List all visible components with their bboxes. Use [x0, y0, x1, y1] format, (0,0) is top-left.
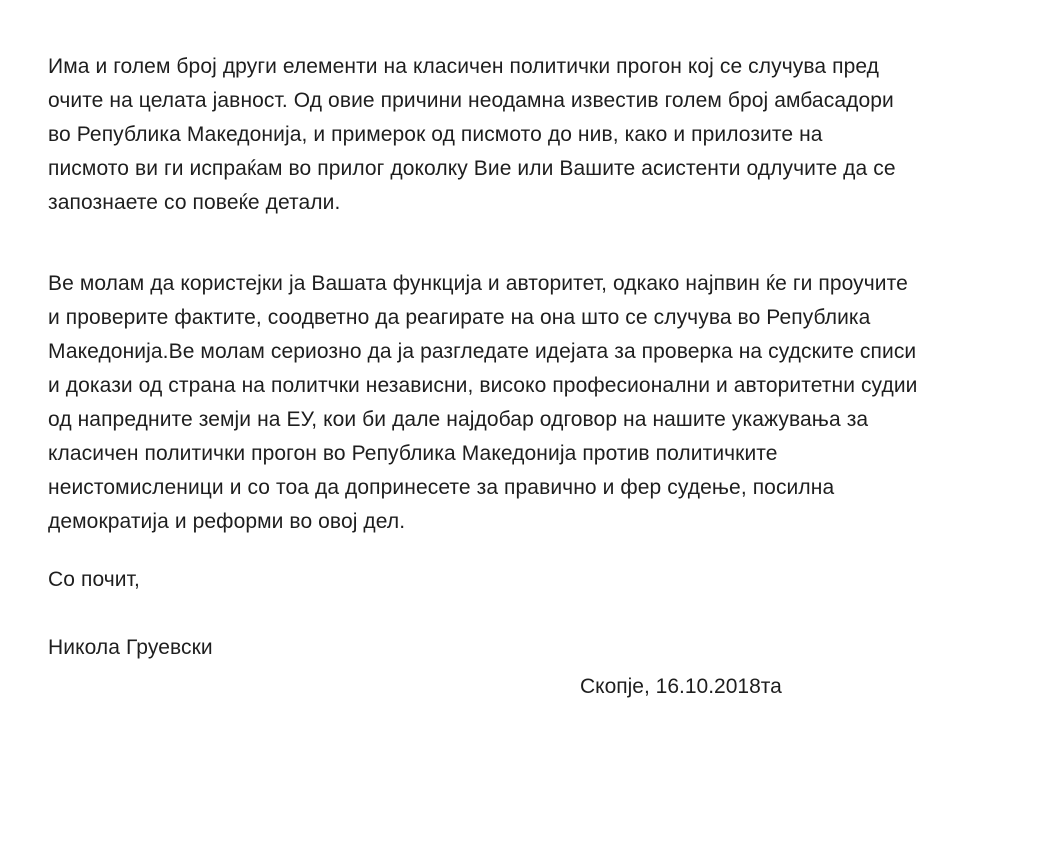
- paragraph-2-line: и докази од страна на политчки независни, високо професионални и авторитетни судии: [48, 374, 918, 397]
- closing-salutation: Со почит,: [48, 568, 140, 591]
- paragraph-2-line: од напредните земји на ЕУ, кои би дале најдобар одговор на нашите укажувања за: [48, 408, 869, 431]
- place-date: Скопје, 16.10.2018та: [580, 675, 782, 698]
- paragraph-2-line: неистомисленици и со тоа да допринесете за правично и фер судење, посилна: [48, 476, 835, 499]
- paragraph-2-line: демократија и реформи во овој дел.: [48, 510, 406, 533]
- paragraph-2: [48, 267, 917, 539]
- signature-name: Никола Груевски: [48, 636, 213, 659]
- paragraph-2-line: Македонија.Ве молам сериозно да ја разгледате идејата за проверка на судските списи: [48, 340, 917, 363]
- paragraph-1-line: очите на целата јавност. Од овие причини неодамна известив голем број амбасадори: [48, 89, 894, 112]
- paragraph-1-line: во Република Македонија, и примерок од писмото до нив, како и прилозите на: [48, 123, 823, 146]
- paragraph-1-line: писмото ви ги испраќам во прилог доколку Вие или Вашите асистенти одлучите да се: [48, 157, 896, 180]
- paragraph-2-line: и проверите фактите, соодветно да реагирате на она што се случува во Република: [48, 306, 871, 329]
- paragraph-1-line: запознаете со повеќе детали.: [48, 191, 341, 214]
- paragraph-1-line: Има и голем број други елементи на класичен политички прогон кој се случува пред: [48, 55, 880, 78]
- paragraph-1: [48, 50, 896, 220]
- paragraph-2-line: Ве молам да користејки ја Вашата функција и авторитет, одкако најпвин ќе ги проучите: [48, 272, 908, 295]
- paragraph-2-line: класичен политички прогон во Република Македонија против политичките: [48, 442, 778, 465]
